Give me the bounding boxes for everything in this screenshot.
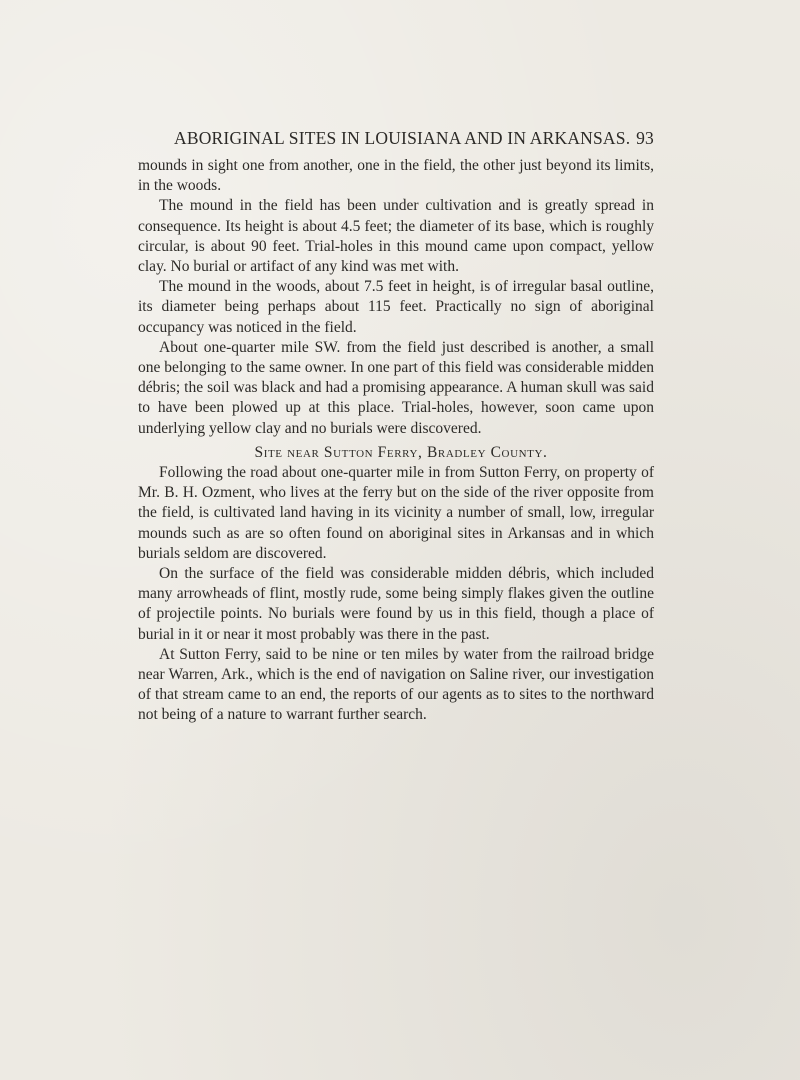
paragraph: The mound in the field has been under cultivation and is greatly spread in consequence. Its height is about 4.5 feet; the diameter of its base, which is roughly circular, is about 90 feet. Trial-holes in this mound came upon compact, yellow clay. No burial or artifact of any kind was met with. xyxy=(138,197,654,276)
page-number: 93 xyxy=(636,128,654,148)
paragraph: mounds in sight one from another, one in the field, the other just beyond its limits, in the woods. xyxy=(138,157,654,195)
paragraph: At Sutton Ferry, said to be nine or ten miles by water from the railroad bridge near Warren, Ark., which is the end of navigation on Saline river, our investigation of that stream came to an end, the reports of our agents as to sites to the northward not being of a nature to warrant further search. xyxy=(138,645,654,724)
paragraph: The mound in the woods, about 7.5 feet in height, is of irregular basal outline, its diameter being perhaps about 115 feet. Practically no sign of aboriginal occupancy was noticed in the field. xyxy=(138,278,654,336)
paragraph: About one-quarter mile SW. from the field just described is another, a small one belonging to the same owner. In one part of this field was considerable midden débris; the soil was black and had a promising appearance. A human skull was said to have been plowed up at this place. Trial-holes, however, soon came upon underlying yellow clay and no burials were discovered. xyxy=(138,338,654,437)
section-heading: Site near Sutton Ferry, Bradley County. xyxy=(254,443,548,461)
running-head xyxy=(138,128,654,156)
body-text xyxy=(138,156,654,726)
paragraph: Following the road about one-quarter mile in from Sutton Ferry, on property of Mr. B. H. Ozment, who lives at the ferry but on the side of the river opposite from the field, is cultivated land having in its vicinity a number of small, low, irregular mounds such as are so often found on aboriginal sites in Arkansas and in which burials seldom are discovered. xyxy=(138,464,654,562)
page-content xyxy=(138,128,654,726)
running-title: ABORIGINAL SITES IN LOUISIANA AND IN ARKANSAS. xyxy=(174,128,631,148)
paragraph: On the surface of the field was considerable midden débris, which included many arrowheads of flint, mostly rude, some being simply flakes given the outline of projectile points. No burials were found by us in this field, though a place of burial in it or near it most probably was there in the past. xyxy=(138,565,654,643)
